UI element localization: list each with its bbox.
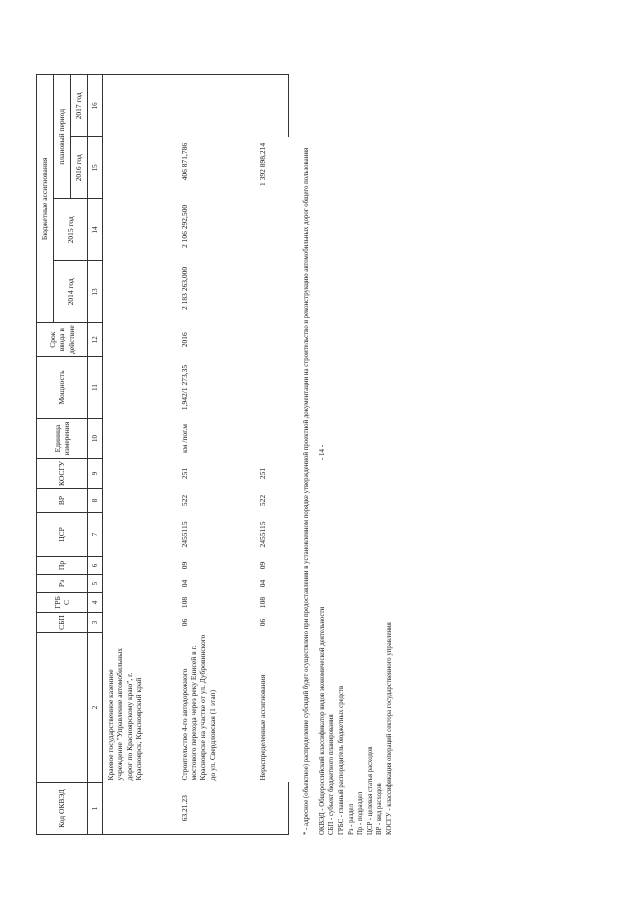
- header-okved: Код ОКВЭД: [37, 783, 88, 835]
- col-num: 7: [88, 513, 103, 557]
- cell-2015: 2 106 292,500: [179, 204, 189, 248]
- cell-kosgu: 251: [179, 467, 189, 480]
- cell-rz: [103, 575, 177, 593]
- abbreviation-item: ОКВЭД - Общероссийский классификатор видов экономической деятельности: [318, 606, 326, 835]
- abbreviation-item: ВР - вид расходов: [376, 783, 384, 835]
- budget-table: [36, 74, 289, 835]
- column-number-row: [88, 75, 103, 835]
- header-budget: Бюджетные ассигнования: [37, 75, 54, 323]
- cell-rz: 04: [257, 579, 267, 588]
- col-num: 10: [88, 419, 103, 459]
- col-num: 12: [88, 323, 103, 357]
- cell-csr: [103, 513, 177, 557]
- cell-sbp: [103, 613, 177, 633]
- header-rz: Рз: [37, 575, 88, 593]
- cell-grbs: 108: [179, 596, 189, 609]
- cell-term: [103, 323, 177, 357]
- cell-2015: [255, 199, 289, 261]
- cell-sbp: 06: [257, 618, 267, 627]
- page-number: - 14 -: [318, 444, 326, 461]
- cell-2014: [255, 261, 289, 323]
- cell-2016: 1 392 898,214: [257, 142, 267, 186]
- abbreviation-item: Рз - раздел: [347, 804, 355, 835]
- col-num: 6: [88, 557, 103, 575]
- abbreviation-item: Пр - подраздел: [357, 791, 365, 835]
- cell-2014: 2 183 263,000: [179, 266, 189, 310]
- col-num: 14: [88, 199, 103, 261]
- cell-okved: [255, 783, 289, 835]
- cell-csr: 2455115: [257, 521, 267, 548]
- cell-csr: 2455115: [179, 521, 189, 548]
- cell-pr: 09: [179, 561, 189, 570]
- header-row-1: [37, 75, 54, 835]
- cell-capacity: 1,942/1 273,35: [179, 364, 189, 411]
- cell-sbp: 06: [179, 618, 189, 627]
- cell-2017: [103, 75, 177, 137]
- footnote: * - адресное (объектное) распределение субсидий будет осуществлено при предоставлении в установленном порядке утвержденной проектной документации на строительство и реконструкцию автомобильных дорог общего пользования: [303, 147, 310, 835]
- cell-unit: [255, 419, 289, 459]
- col-num: 2: [88, 633, 103, 783]
- header-2016: 2016 год: [71, 137, 88, 199]
- abbreviation-item: ЦСР - целевая статья расходов: [366, 746, 374, 835]
- table-row: [103, 75, 177, 835]
- notes-block: [302, 75, 395, 835]
- col-num: 11: [88, 357, 103, 419]
- cell-unit: [103, 419, 177, 459]
- cell-pr: 09: [257, 561, 267, 570]
- header-name: [37, 633, 88, 783]
- abbreviation-item: СБП - субъект бюджетного планирования: [328, 714, 336, 835]
- col-num: 9: [88, 459, 103, 489]
- col-num: 16: [88, 75, 103, 137]
- header-2015: 2015 год: [54, 199, 88, 261]
- cell-vr: [103, 489, 177, 513]
- cell-grbs: 108: [257, 596, 267, 609]
- col-num: 13: [88, 261, 103, 323]
- header-term: Срок ввода в действие: [37, 323, 88, 357]
- cell-name: Нераспределенные ассигнования: [257, 674, 267, 781]
- cell-2016: [103, 137, 177, 199]
- header-csr: ЦСР: [37, 513, 88, 557]
- header-kosgu: КОСГУ: [37, 459, 88, 489]
- cell-term: [255, 323, 289, 357]
- cell-kosgu: 251: [257, 467, 267, 480]
- cell-rz: 04: [179, 579, 189, 588]
- header-capacity: Мощность: [37, 357, 88, 419]
- abbreviation-item: КОСГУ - классификация операций сектора государственного управления: [386, 622, 394, 835]
- header-grbs: ГРБ С: [37, 593, 88, 613]
- header-sbp: СБП: [37, 613, 88, 633]
- cell-2014: [103, 261, 177, 323]
- cell-vr: 522: [257, 494, 267, 507]
- cell-capacity: [103, 357, 177, 419]
- col-num: 5: [88, 575, 103, 593]
- col-num: 8: [88, 489, 103, 513]
- cell-2016: 406 871,786: [179, 142, 189, 181]
- header-2014: 2014 год: [54, 261, 88, 323]
- col-num: 1: [88, 783, 103, 835]
- header-pr: Пр: [37, 557, 88, 575]
- header-2017: 2017 год: [71, 75, 88, 137]
- cell-2017: [255, 75, 289, 137]
- col-num: 4: [88, 593, 103, 613]
- cell-capacity: [255, 357, 289, 419]
- cell-okved: 63.21.23: [177, 783, 255, 835]
- cell-name: Строительство 4-го автодорожного мостового перехода через реку Енисей в г. Красноярске на участке от ул. Дубровинского до ул. Свердловская (1 этап): [179, 634, 217, 781]
- cell-2017: [177, 75, 255, 137]
- cell-vr: 522: [179, 494, 189, 507]
- cell-kosgu: [103, 459, 177, 489]
- cell-grbs: [103, 593, 177, 613]
- cell-name: Краевое государственное казенное учреждение "Управление автомобильных дорог по Красноярскому краю", г. Красноярск, Красноярский край: [106, 648, 144, 781]
- cell-term: 2016: [179, 332, 189, 348]
- header-unit: Единица измерения: [37, 419, 88, 459]
- cell-unit: км /пог.м: [179, 424, 189, 453]
- abbreviation-item: ГРБС - главный распорядитель бюджетных средств: [337, 685, 345, 835]
- header-plan-period: плановый период: [54, 75, 71, 199]
- cell-pr: [103, 557, 177, 575]
- table-row: [255, 75, 289, 835]
- col-num: 15: [88, 137, 103, 199]
- table-row: [177, 75, 255, 835]
- col-num: 3: [88, 613, 103, 633]
- header-vr: ВР: [37, 489, 88, 513]
- cell-okved: [103, 783, 177, 835]
- cell-2015: [103, 199, 177, 261]
